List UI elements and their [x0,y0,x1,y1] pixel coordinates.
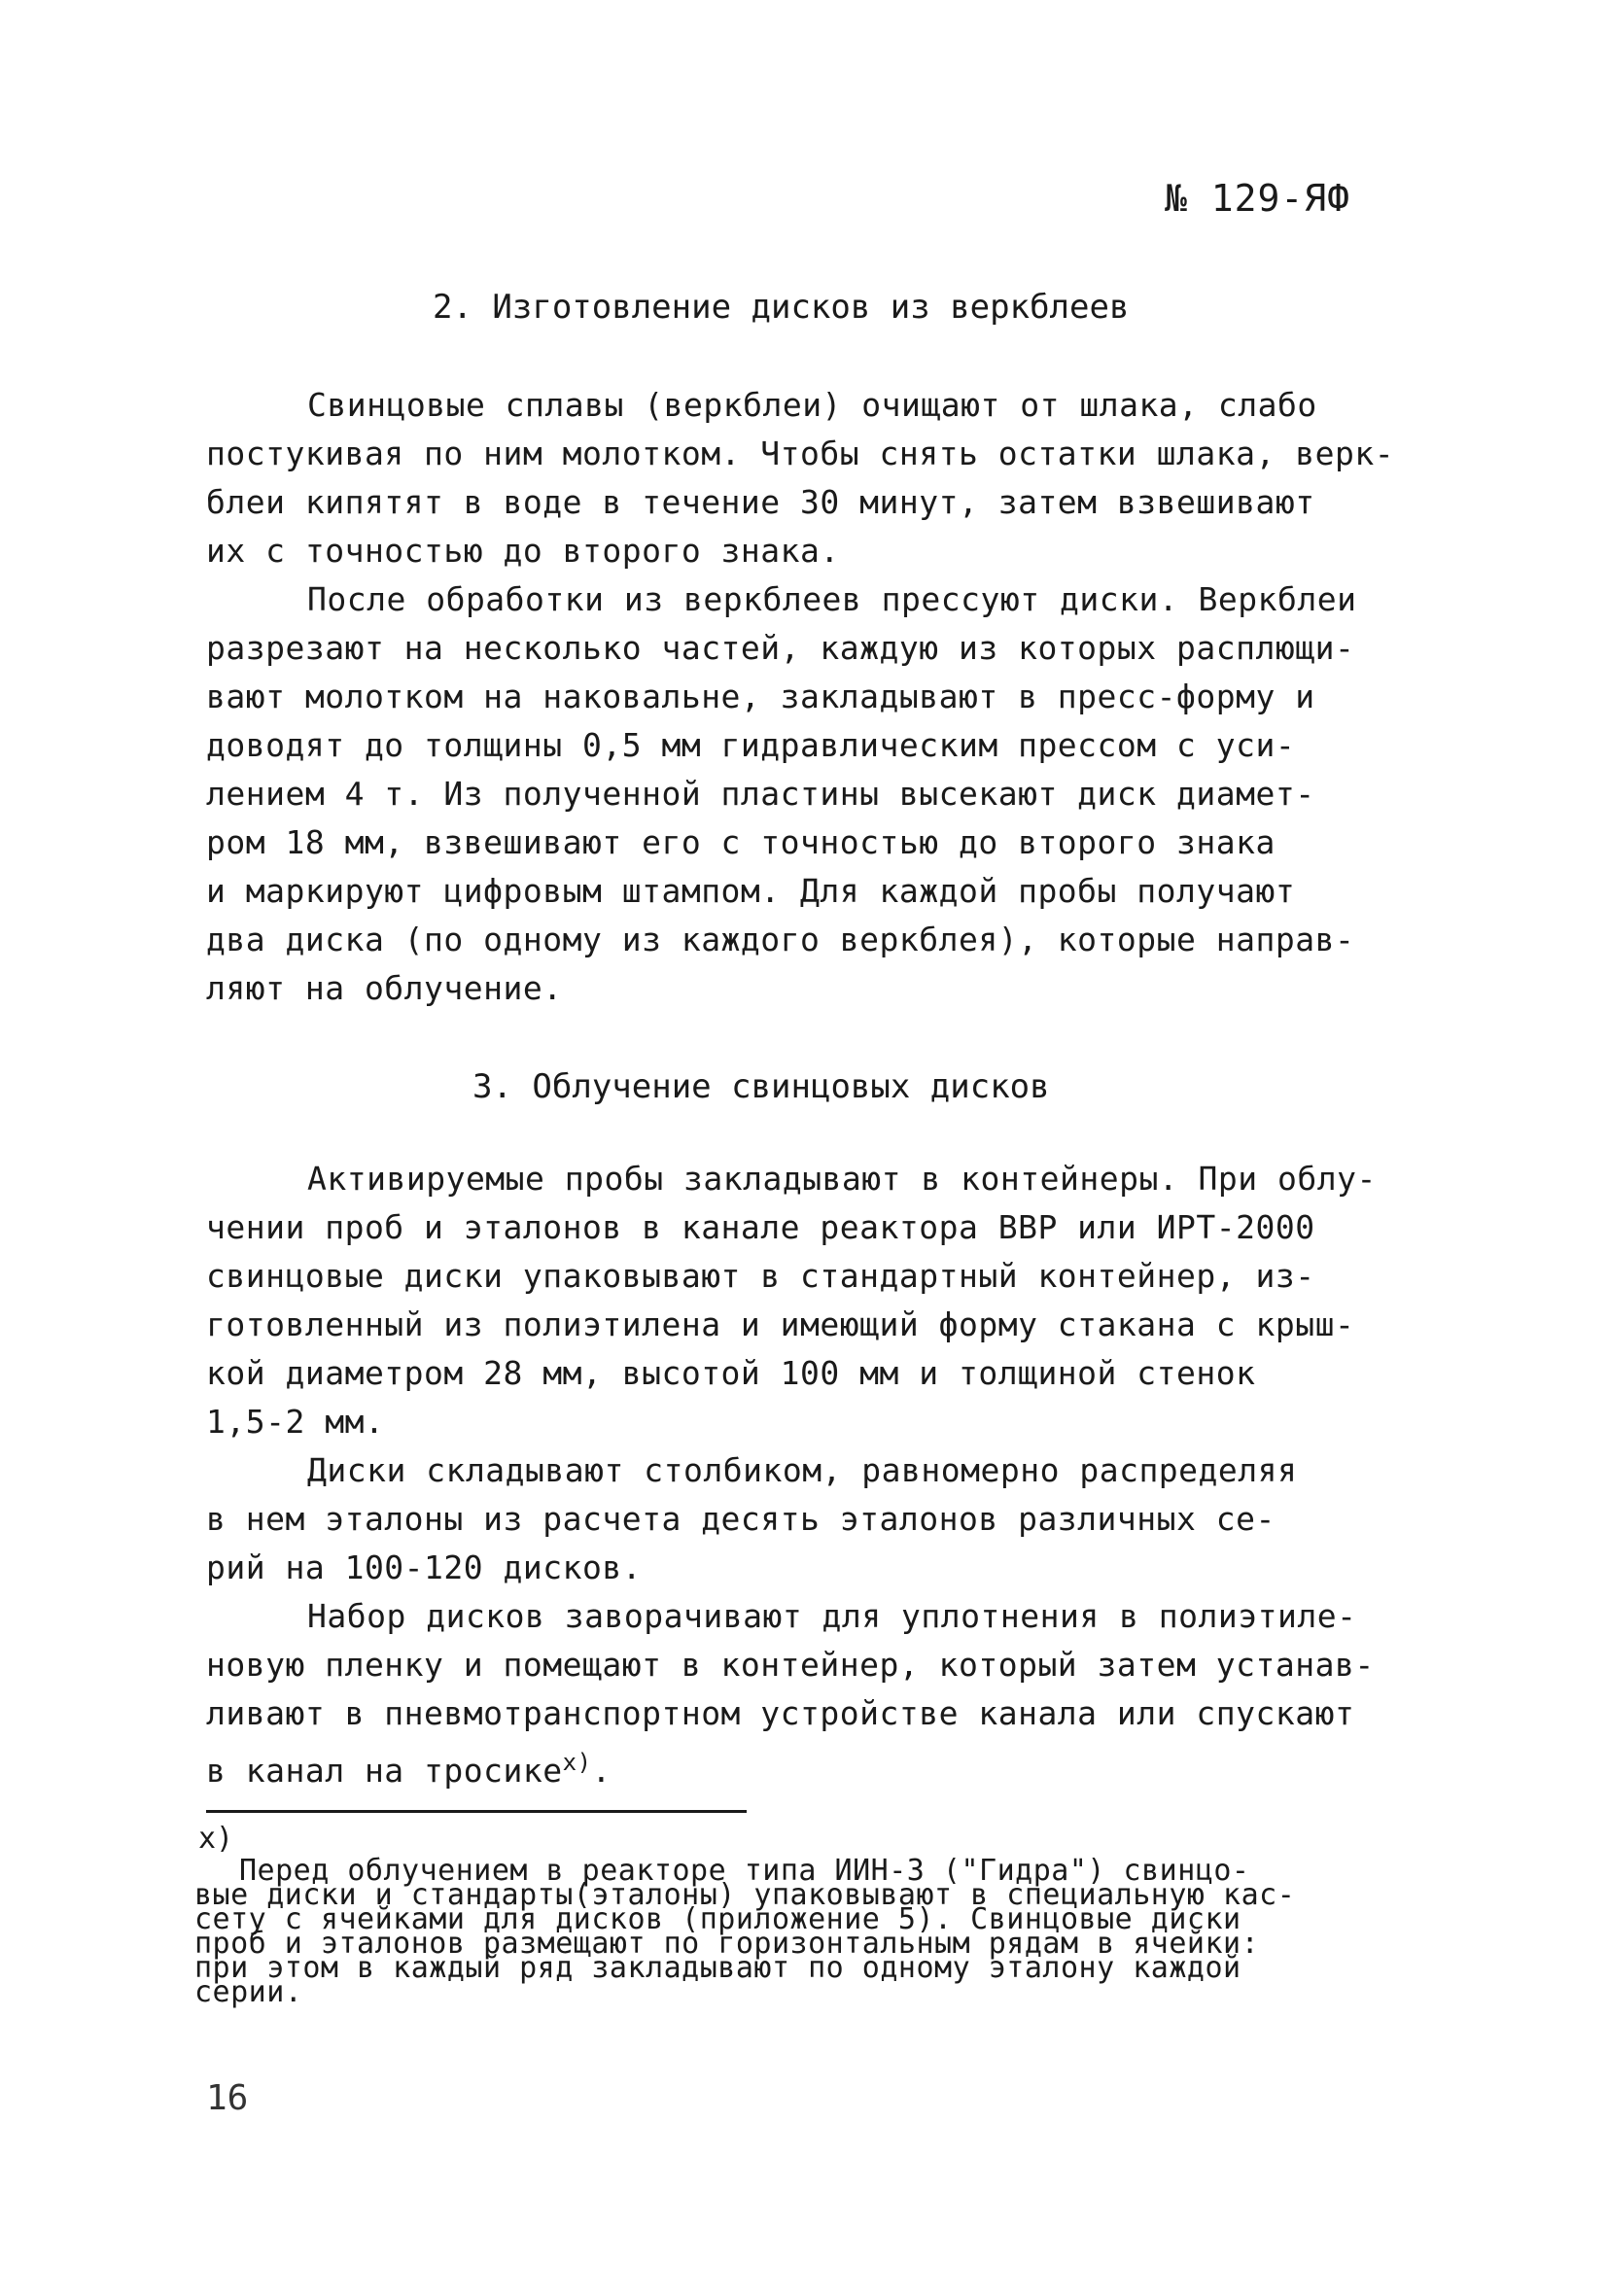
paragraph-line: ляют на облучение. [206,969,563,1007]
paragraph-line: два диска (по одному из каждого веркблея), которые направ- [206,921,1355,958]
paragraph-line: новую пленку и помещают в контейнер, который затем устанав- [206,1646,1375,1684]
section-2-body [206,381,1431,1013]
page-number: 16 [206,2078,249,2118]
paragraph-line: Набор дисков заворачивают для уплотнения в полиэтиле- [307,1597,1357,1635]
paragraph-line: их с точностью до второго знака. [206,532,840,570]
section-3-body [206,1155,1431,1795]
paragraph-line: кой диаметром 28 мм, высотой 100 мм и толщиной стенок [206,1354,1256,1392]
paragraph-line: вают молотком на наковальне, закладывают в пресс-форму и [206,678,1315,715]
paragraph-line: разрезают на несколько частей, каждую из которых расплющи- [206,629,1355,667]
paragraph-line: свинцовые диски упаковывают в стандартный контейнер, из- [206,1257,1315,1295]
footnote-line: вые диски и стандарты(эталоны) упаковывают в специальную кас- [194,1878,1296,1912]
footnote-line: серии. [194,1975,303,2009]
paragraph-line: Активируемые пробы закладывают в контейнеры. При облу- [307,1160,1377,1198]
paragraph-line-text: в канал на тросике [206,1752,563,1790]
paragraph-line: После обработки из веркблеев прессуют диски. Веркблеи [307,580,1357,618]
footnote-reference: х) [562,1749,592,1776]
paragraph-line: готовленный из полиэтилена и имеющий форму стакана с крыш- [206,1305,1355,1343]
paragraph-line: блеи кипятят в воде в течение 30 минут, затем взвешивают [206,483,1315,521]
paragraph-line-with-footnote [206,1738,1431,1795]
footnote-line: при этом в каждый ряд закладывают по одному эталону каждой [194,1951,1241,1985]
footnote-divider [206,1810,747,1813]
paragraph-line: и маркируют цифровым штампом. Для каждой пробы получают [206,872,1296,910]
footnote-mark: х) [198,1822,234,1856]
section-3-heading: 3. Облучение свинцовых дисков [472,1067,1050,1106]
paragraph-line: 1,5-2 мм. [206,1403,385,1441]
document-number: № 129-ЯФ [1165,177,1351,220]
footnote-text [194,1854,1439,2009]
paragraph-line: постукивая по ним молотком. Чтобы снять остатки шлака, верк- [206,435,1395,472]
paragraph-line: в нем эталоны из расчета десять эталонов различных се- [206,1500,1276,1538]
paragraph-line: ром 18 мм, взвешивают его с точностью до второго знака [206,823,1276,861]
paragraph-line: чении проб и эталонов в канале реактора ВВР или ИРТ-2000 [206,1208,1315,1246]
paragraph-line: доводят до толщины 0,5 мм гидравлическим прессом с уси- [206,726,1296,764]
paragraph-line: Свинцовые сплавы (веркблеи) очищают от шлака, слабо [307,386,1317,424]
paragraph-line: лением 4 т. Из полученной пластины высекают диск диамет- [206,775,1315,813]
section-2-heading: 2. Изготовление дисков из веркблеев [433,288,1130,327]
paragraph-line: Диски складывают столбиком, равномерно распределяя [307,1451,1298,1489]
footnote-line: сету с ячейками для дисков (приложение 5). Свинцовые диски [194,1902,1241,1936]
footnote-line: проб и эталонов размещают по горизонтальным рядам в ячейки: [194,1927,1260,1961]
line-end-period: . [591,1752,612,1790]
footnote-line: Перед облучением в реакторе типа ИИН-3 ("Гидра") свинцо- [239,1854,1250,1888]
paragraph-line: ливают в пневмотранспортном устройстве канала или спускают [206,1694,1355,1732]
paragraph-line: рий на 100-120 дисков. [206,1548,643,1586]
